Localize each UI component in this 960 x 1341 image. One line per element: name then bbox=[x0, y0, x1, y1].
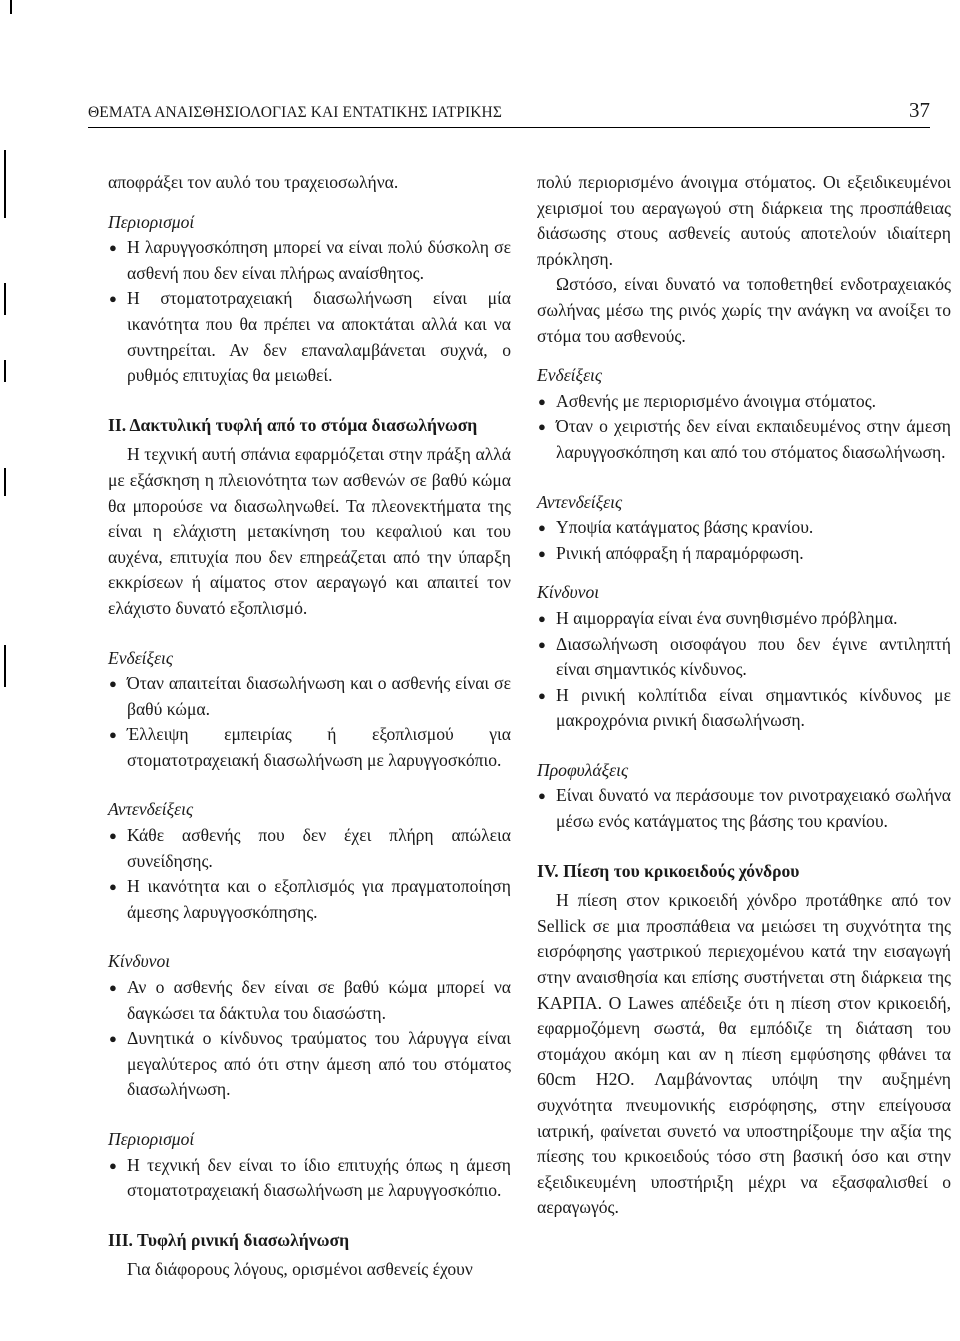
right-column bbox=[537, 170, 951, 1221]
list-item: ● Έλλειψη εμπειρίας ή εξοπλισμού για στοματοτραχειακή διασωλήνωση με λαρυγγοσκόπιο. bbox=[108, 722, 511, 773]
list-item: ● Η τεχνική δεν είναι το ίδιο επιτυχής όπως η άμεση στοματοτραχειακή διασωλήνωση με λαρυγγοσκόπιο. bbox=[108, 1153, 511, 1204]
antendeixeis-list bbox=[108, 823, 511, 925]
list-item: ● Είναι δυνατό να περάσουμε τον ρινοτραχειακό σωλήνα μέσω ενός κατάγματος της βάσης του κρανίου. bbox=[537, 783, 951, 834]
list-item: ● Ασθενής με περιορισμένο άνοιγμα στόματος. bbox=[537, 389, 951, 415]
list-item: ● Η ικανότητα και ο εξοπλισμός για πραγματοποίηση άμεσης λαρυγγοσκόπησης. bbox=[108, 874, 511, 925]
list-item: ● Όταν απαιτείται διασωλήνωση και ο ασθενής είναι σε βαθύ κώμα. bbox=[108, 671, 511, 722]
heading-periorismoi: Περιορισμοί bbox=[108, 211, 195, 232]
heading-endeixeis: Ενδείξεις bbox=[108, 647, 174, 668]
section-3-paragraph: Για διάφορους λόγους, ορισμένοι ασθενείς έχουν bbox=[127, 1259, 473, 1280]
continuation-text: αποφράξει τον αυλό του τραχειοσωλήνα. bbox=[108, 172, 399, 192]
running-title: ΘΕΜΑΤΑ ΑΝΑΙΣΘΗΣΙΟΛΟΓΙΑΣ ΚΑΙ ΕΝΤΑΤΙΚΗΣ ΙΑΤΡΙΚΗΣ bbox=[88, 104, 502, 121]
list-item: ● Δυνητικά ο κίνδυνος τραύματος του λάρυγγα είναι μεγαλύτερος από ότι στην άμεση από του στόματος διασωλήνωση. bbox=[108, 1026, 511, 1103]
header-rule bbox=[88, 127, 930, 128]
margin-mark bbox=[4, 283, 6, 315]
continuation-text: πολύ περιορισμένο άνοιγμα στόματος. Οι εξειδικευμένοι χειρισμοί του αεραγωγού στη διάρκεια της προσπάθειας διάσωσης στους ασθενείς αυτούς αποτελούν ιδιαίτερη πρόκληση. bbox=[537, 172, 951, 269]
list-item: ● Η λαρυγγοσκόπηση μπορεί να είναι πολύ δύσκολη σε ασθενή που δεν είναι πλήρως αναίσθητος. bbox=[108, 235, 511, 286]
heading-kindynoi: Κίνδυνοι bbox=[537, 582, 600, 603]
list-item: ● Η στοματοτραχειακή διασωλήνωση είναι μία ικανότητα που θα πρέπει να αποκτάται αλλά και να συντηρείται. Αν δεν επαναλαμβάνεται συχνά, ο ρυθμός επιτυχίας θα μειωθεί. bbox=[108, 286, 511, 388]
profylaxeis-list bbox=[537, 783, 951, 834]
margin-mark bbox=[4, 150, 6, 218]
margin-mark bbox=[4, 645, 6, 687]
section-title-2: ΙΙ. Δακτυλική τυφλή από το στόμα διασωλήνωση bbox=[108, 414, 478, 435]
list-item: ● Υποψία κατάγματος βάσης κρανίου. bbox=[537, 515, 951, 541]
paragraph: Ωστόσο, είναι δυνατό να τοποθετηθεί ενδοτραχειακός σωλήνας μέσω της ρινός χωρίς την ανάγκη να ανοίξει το στόμα του ασθενούς. bbox=[537, 274, 951, 346]
endeixeis-list bbox=[537, 389, 951, 466]
heading-antendeixeis: Αντενδείξεις bbox=[537, 491, 623, 512]
margin-mark bbox=[4, 468, 6, 496]
page-header bbox=[88, 100, 930, 126]
kindynoi-list bbox=[537, 606, 951, 734]
margin-mark bbox=[4, 360, 6, 382]
heading-antendeixeis: Αντενδείξεις bbox=[108, 799, 194, 820]
periorismoi-list bbox=[108, 235, 511, 389]
section-2-paragraph: Η τεχνική αυτή σπάνια εφαρμόζεται στην πράξη αλλά με εξάσκηση η πλειονότητα των ασθενών σε βαθύ κώμα θα μπορούσε να διασωληνωθεί. Τα πλεονεκτήματα της είναι η ελάχιστη μετακίνηση του κεφαλιού και του αυχένα, επιτυχία που δεν επηρεάζεται από την ύπαρξη εκκρίσεων ή αίματος στον αεραγωγό και απαιτεί τον ελάχιστο δυνατό εξοπλισμό. bbox=[108, 444, 511, 618]
list-item: ● Η ρινική κολπίτιδα είναι σημαντικός κίνδυνος με μακροχρόνια ρινική διασωλήνωση. bbox=[537, 683, 951, 734]
section-4-paragraph: Η πίεση στον κρικοειδή χόνδρο προτάθηκε από τον Sellick σε μια προσπάθεια να μειώσει τη συχνότητα της εισρόφησης γαστρικού περιεχομένου κατά την εισαγωγή στην αναισθησία και επίσης συστήνεται στη διάρκεια της ΚΑΡΠΑ. Ο Lawes απέδειξε ότι η πίεση στον κρικοειδή, εφαρμοζόμενη σωστά, θα εμπόδιζε τη διάταση του στομάχου ακόμη και αν η πίεση εμφύσησης φθάνει τα 60cm H2O. Λαμβάνοντας υπόψη την αυξημένη συχνότητα πνευμονικής εισρόφησης, στην επείγουσα ιατρική, φαίνεται συνετό να υποστηρίξουμε την αξία της πίεσης του κρικοειδούς τόσο στη βασική όσο και στην εξειδικευμένη υποστήριξη μέχρι να εξασφαλισθεί ο αεραγωγός. bbox=[537, 890, 951, 1218]
heading-kindynoi: Κίνδυνοι bbox=[108, 951, 171, 972]
list-item: ● Αν ο ασθενής δεν είναι σε βαθύ κώμα μπορεί να δαγκώσει τα δάκτυλα του διασώστη. bbox=[108, 975, 511, 1026]
heading-profylaxeis: Προφυλάξεις bbox=[537, 759, 629, 780]
page-number: 37 bbox=[909, 98, 930, 122]
list-item: ● Η αιμορραγία είναι ένα συνηθισμένο πρόβλημα. bbox=[537, 606, 951, 632]
kindynoi-list bbox=[108, 975, 511, 1103]
list-item: ● Διασωλήνωση οισοφάγου που δεν έγινε αντιληπτή είναι σημαντικός κίνδυνος. bbox=[537, 632, 951, 683]
left-column bbox=[108, 170, 511, 1283]
periorismoi-2-list bbox=[108, 1153, 511, 1204]
heading-endeixeis: Ενδείξεις bbox=[537, 365, 603, 386]
antendeixeis-list bbox=[537, 515, 951, 566]
list-item: ● Ρινική απόφραξη ή παραμόρφωση. bbox=[537, 541, 951, 567]
section-title-4: IV. Πίεση του κρικοειδούς χόνδρου bbox=[537, 860, 800, 881]
list-item: ● Κάθε ασθενής που δεν έχει πλήρη απώλεια συνείδησης. bbox=[108, 823, 511, 874]
section-title-3: ΙΙΙ. Τυφλή ρινική διασωλήνωση bbox=[108, 1229, 350, 1250]
heading-periorismoi-2: Περιορισμοί bbox=[108, 1129, 195, 1149]
crop-mark bbox=[10, 0, 12, 14]
endeixeis-list bbox=[108, 671, 511, 773]
list-item: ● Όταν ο χειριστής δεν είναι εκπαιδευμένος στην άμεση λαρυγγοσκόπηση και από του στόματος διασωλήνωση. bbox=[537, 414, 951, 465]
